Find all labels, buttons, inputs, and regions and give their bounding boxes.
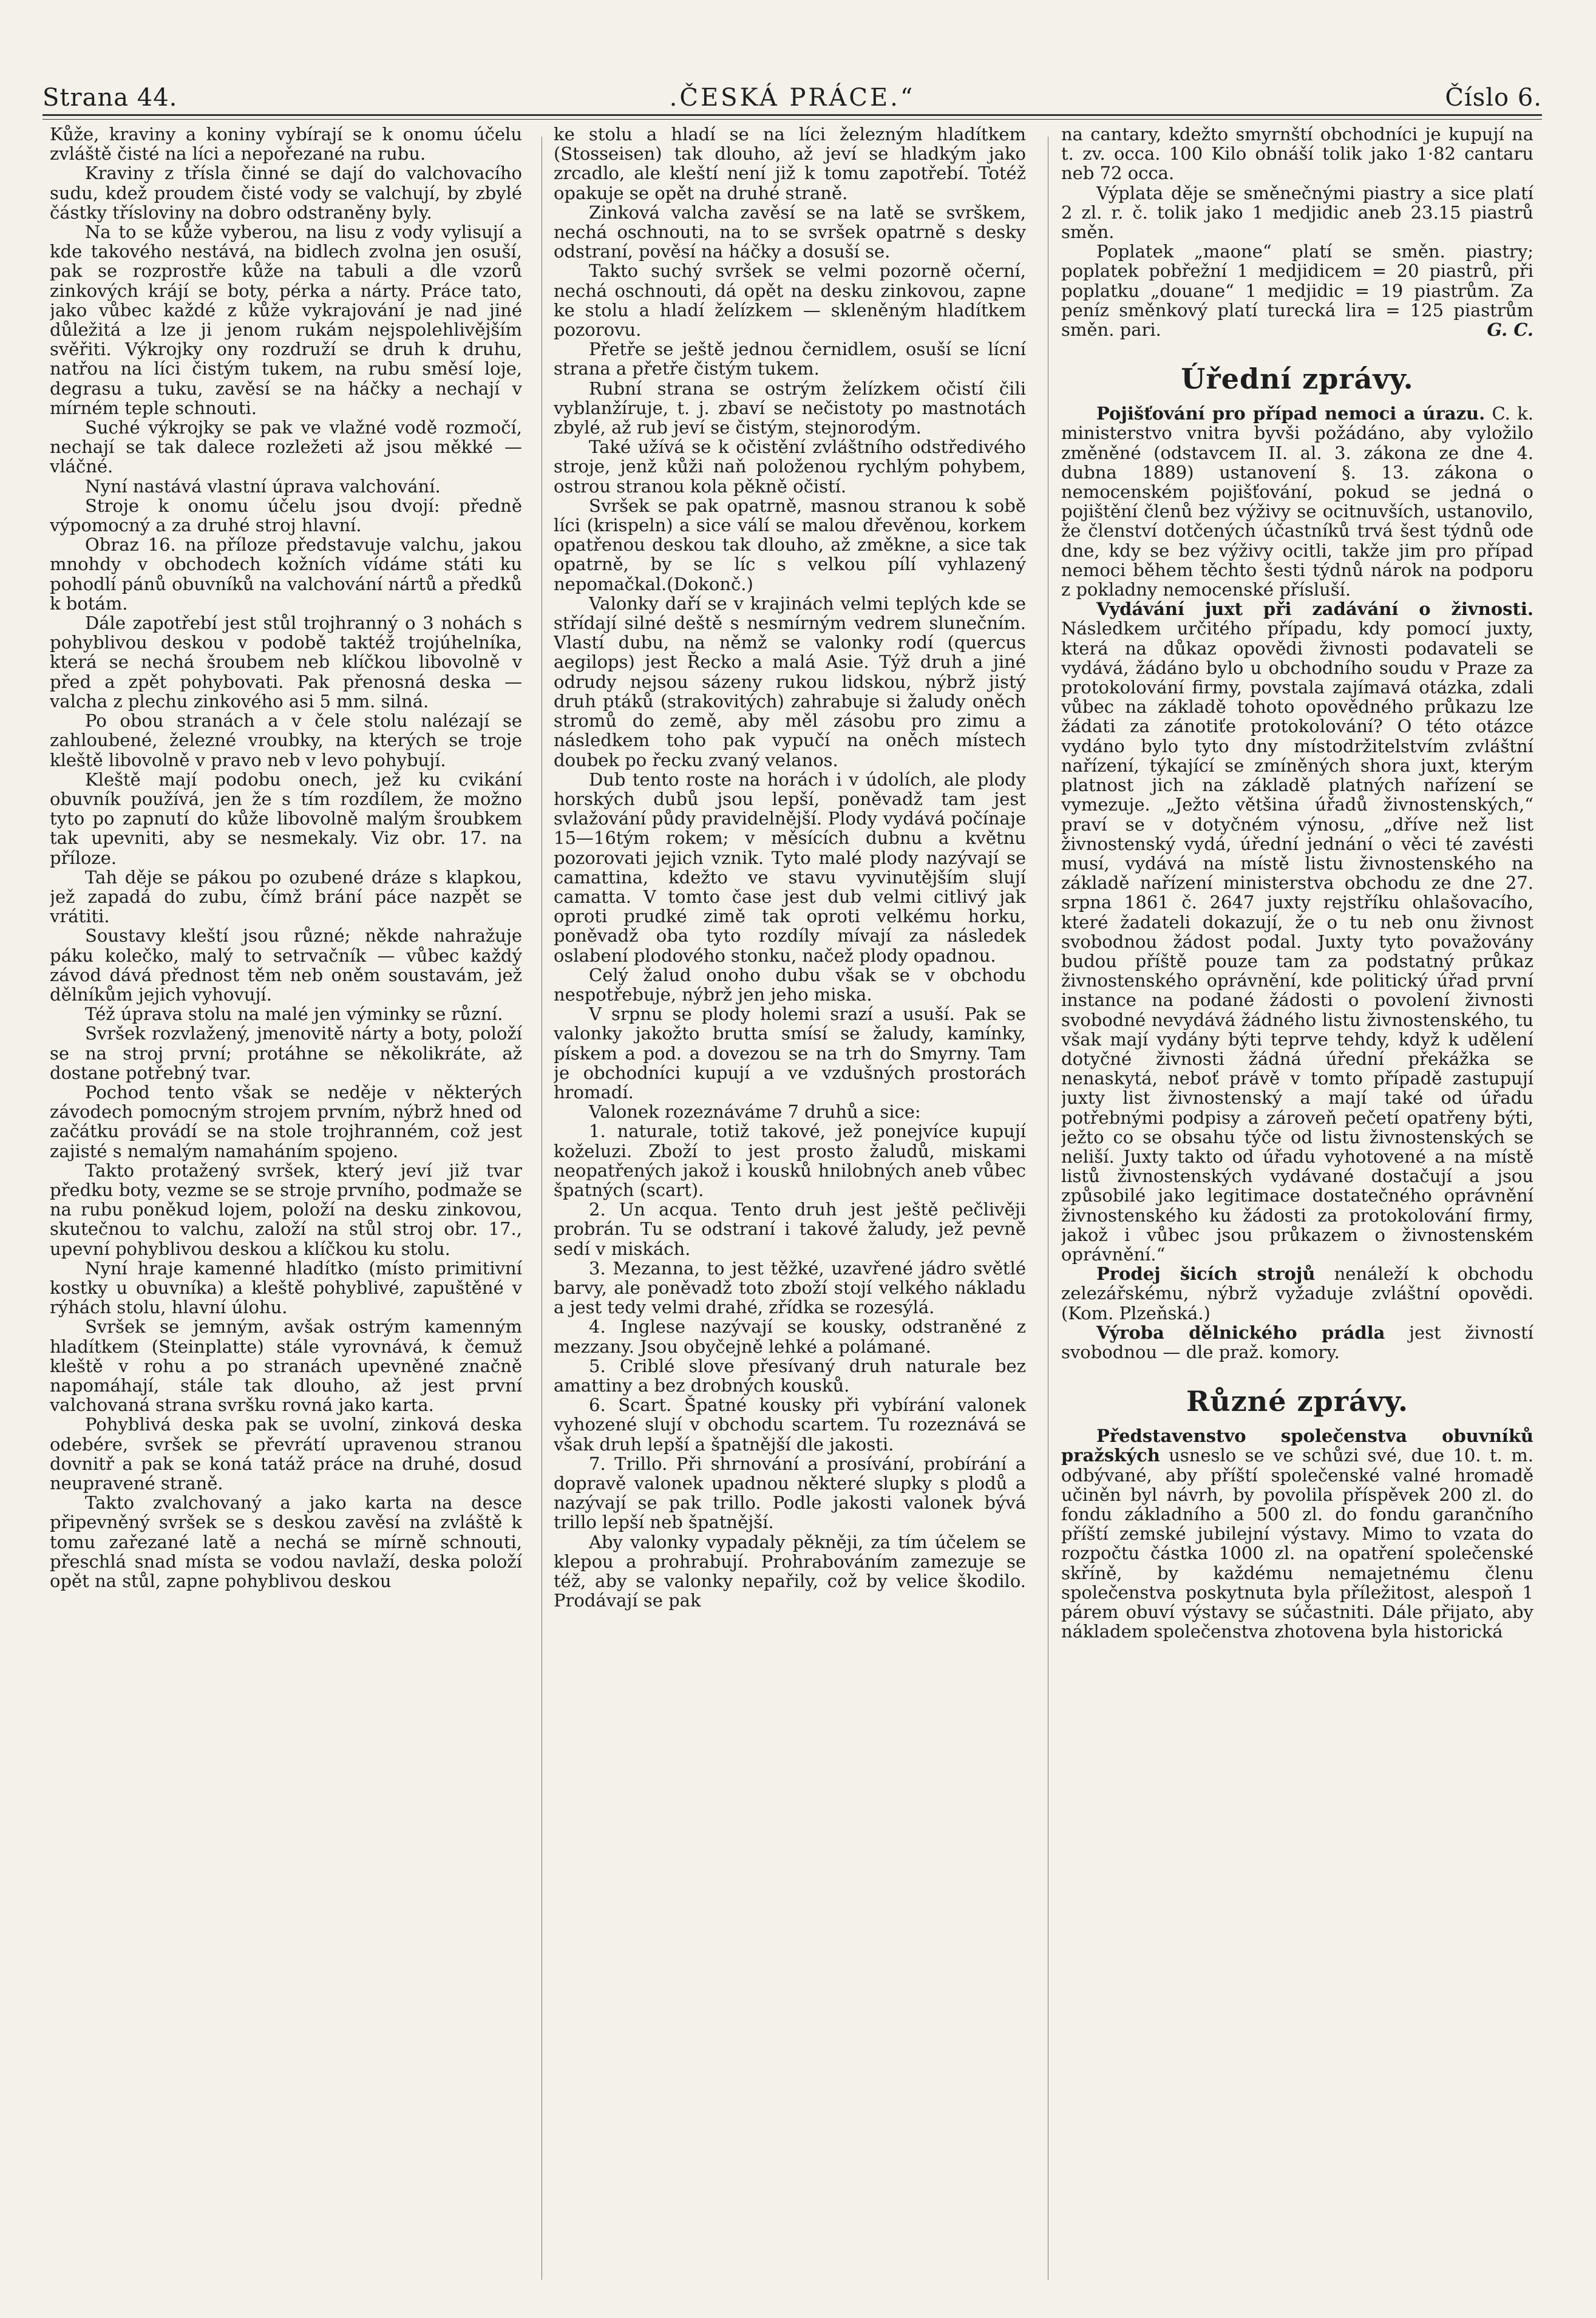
paragraph-text: Poplatek „maone“ platí se směn. piastry; poplatek pobřežní 1 medjidicem = 20 piastrů, při poplatku „douane“ 1 medjidic = 19 piastrům. Za peníz směnkový platí turecká lira = 125 piastrům směn. pari. bbox=[1061, 241, 1533, 341]
paragraph: Tah děje se pákou po ozubené dráze s klapkou, jež zapadá do zubu, čímž brání páce nazpět se vrátiti. bbox=[50, 866, 522, 927]
paragraph: Takto zvalchovaný a jako karta na desce připevněný svršek se s deskou zavěsí na zvláště k tomu zařezané latě a nechá se mírně schnouti, přeschlá snad místa se vodou navlaží, deska položí opět na stůl, zapne pohyblivou deskou bbox=[50, 1492, 522, 1592]
paragraph: Celý žalud onoho dubu však se v obchodu nespotřebuje, nýbrž jen jeho miska. bbox=[554, 964, 1026, 1005]
news-item-text: Následkem určitého případu, kdy pomocí juxty, která na důkaz opovědi živnosti podavateli se vydává, žádáno bylo u obchodního soudu v Praze za protokolování firmy, povstala zajímavá otázka, zdali vůbec na základě tohoto opovědného průkazu lze žádati za zánotiťe protokolování? O této otázce vydáno bylo tyto dny místodržitelstvím zvláštní nařízení, týkající se zmíněných shora juxt, kterým platnost jich na základě platných nařízení se vymezuje. „Ježto většina úřadů živnostenských,“ praví se v dotyčném výnosu, „dříve než list živnostenský vydá, úřední jednání o věci té zavésti musí, vydává na místě listu živnostenského na základě nařízení ministerstva obchodu ze dne 27. srpna 1861 č. 2647 juxty rejstříku ohlašovacího, které žadateli dokazují, že o tu neb onu živnost svobodnou žádost podal. Juxty tyto považovány budou příště pouze tam za podstatný průkaz živnostenského oprávnění, kde politický úřad první instance na podané žádosti o povolení živnosti svobodné nevydává žádného listu živnostenského, tu však mají vydány býti teprve tehdy, když k udělení dotyčné živnosti žádná úřední překážka se nenaskytá, neboť právě v tomto případě zastupují juxty list živnostenský a mají také od úřadu potřebnými podpisy a zároveň pečetí opatřeny býti, ježto co se obsahu týče od listu živnostenských se neliší. Juxty takto od úřadu vyhotovené a na místě listů živnostenských vydávané dostačují a jsou způsobilé jako legitimace dostatečného oprávnění živnostenského ku žádosti za protokolování firmy, jakož i vůbec jsou průkazem o živnostenském oprávnění.“ bbox=[1061, 618, 1533, 1265]
paragraph: Kleště mají podobu onech, jež ku cvikání obuvník používá, jen že s tím rozdílem, že možno tyto po zapnutí do kůže libovolně malým šroubkem tak upevniti, aby se nesmekaly. Viz obr. 17. na příloze. bbox=[50, 769, 522, 868]
news-item bbox=[1061, 1264, 1533, 1323]
paragraph: Suché výkrojky se pak ve vlažné vodě rozmočí, nechají se tak dalece rozležeti až jsou měkké — vláčné. bbox=[50, 417, 522, 477]
paragraph: na cantary, kdežto smyrnští obchodníci je kupují na t. zv. occa. 100 Kilo obnáší tolik jako 1·82 cantaru neb 72 occa. bbox=[1061, 124, 1533, 184]
news-item-text: nenáleží k obchodu zelezářskému, nýbrž vyžaduje zvláštní opovědi. (Kom. Plzeňská.) bbox=[1061, 1263, 1533, 1324]
paragraph: Výplata děje se směnečnými piastry a sice platí 2 zl. r. č. tolik jako 1 medjidic aneb 23.15 piastrů směn. bbox=[1061, 182, 1533, 243]
paragraph: 3. Mezanna, to jest těžké, uzavřené jádro světlé barvy, ale poněvadž toto zboží stojí velkého nákladu a jest tedy velmi drahé, zřídka se rozesýlá. bbox=[554, 1257, 1026, 1318]
paragraph: 6. Scart. Špatné kousky při vybírání valonek vyhozené slují v obchodu scartem. Tu rozeznává se však druh lepší a špatnější dle jakosti. bbox=[554, 1395, 1026, 1455]
news-item bbox=[1061, 1426, 1533, 1641]
paragraph: Rubní strana se ostrým želízkem očistí čili vyblanžíruje, t. j. zbaví se nečistoty po mastnotách zbylé, až rub jeví se čistým, stejnorodým. bbox=[554, 378, 1026, 438]
news-item-text: jest živností svobodnou — dle praž. komory. bbox=[1061, 1322, 1533, 1362]
column-3 bbox=[1061, 124, 1533, 2286]
paragraph: Pohyblivá deska pak se uvolní, zinková deska odebére, svršek se převrátí upravenou stranou dovnitř a pak se koná tatáž práce na druhé, dosud neupravené straně. bbox=[50, 1414, 522, 1494]
paragraph: Svršek se jemným, avšak ostrým kamenným hladítkem (Steinplatte) stále vyrovnává, k čemuž kleště v rohu a po stranách upevněné značně napomáhají, stále tak dlouho, až jest první valchovaná strana svršku rovná jako karta. bbox=[50, 1316, 522, 1416]
page-number: Strana 44. bbox=[42, 84, 178, 112]
journal-title: .ČESKÁ PRÁCE.“ bbox=[669, 84, 915, 112]
paragraph: Svršek rozvlažený, jmenovitě nárty a boty, položí se na stroj první; protáhne se několikráte, až dostane potřebný tvar. bbox=[50, 1023, 522, 1083]
paragraph: Po obou stranách a v čele stolu nalézají se zahloubené, železné vroubky, na kterých se troje kleště libovolně v pravo neb v levo pohybují. bbox=[50, 710, 522, 770]
news-item-lead: Prodej šicích strojů bbox=[1096, 1263, 1316, 1285]
column-1 bbox=[50, 124, 522, 2286]
paragraph: Kraviny z tříslа činné se dají do valchovacího sudu, kdež proudem čisté vody se valchují, by zbylé částky tříslоviny na dobro odstraněny byly. bbox=[50, 163, 522, 223]
paragraph: Takto protažený svršek, který jeví již tvar předku boty, vezme se se stroje prvního, podmaže se na rubu poněkud lojem, položí na desku zinkovou, skutečnou to valchu, založí na stůl stroj obr. 17., upevní pohyblivou deskou a klíčkou ku stolu. bbox=[50, 1160, 522, 1259]
news-item bbox=[1061, 599, 1533, 1264]
paragraph: Valonky daří se v krajinách velmi teplých kde se střídají silné deště s nesmírným vedrem slunečním. Vlastí dubu, na němž se valonky rodí (quercus aegilops) jest Řecko a malá Asie. Týž druh a jiné odrudy nejsou sázeny rukou lidskou, nýbrž jistý druh ptáků (strakovitých) zahrabuje si žaludy oněch stromů do země, aby měl zásobu pro zimu a následkem toho pak vypučí na oněch místech doubek po řecku zvaný velanos. bbox=[554, 593, 1026, 770]
paragraph: V srpnu se plody holemi srazí a usuší. Pak se valonky jakožto brutta smísí se žaludy, kamínky, pískem a pod. a dovezou se na trh do Smyrny. Tam je obchodníci kupují a ve vzdušných prostorách hromadí. bbox=[554, 1004, 1026, 1103]
section-heading-misc: Různé zprávy. bbox=[1186, 1385, 1409, 1418]
paragraph: Obraz 16. na příloze představuje valchu, jakou mnohdy v obchodech kožních vídáme státi ku pohodlí pánů obuvníků na valchování nártů a předků k botám. bbox=[50, 534, 522, 614]
header-rule-thin bbox=[42, 119, 1542, 120]
paragraph: Aby valonky vypadaly pěkněji, za tím účelem se klepou a prohrabují. Prohrabováním zamezuje se též, aby se valonky nepařily, což by velice škodilo. Prodávají se pak bbox=[554, 1531, 1026, 1611]
news-item-text: C. k. ministerstvo vnitra byvši požádáno, aby vyložilo změněné (odstavcem II. al. 3. zákona ze dne 4. dubna 1889) ustanovení §. 13. zákona o nemocenském pojišťování, pokud se jedná o pojištění členů bez výživy se ocitnuvších, ustanovilo, že členství dotčených účastníků trvá šest týdnů ode dne, kdy se bez výživy ocitli, takže jim pro případ nemoci během těchto šesti týdnů nárok na podporu z pokladny nemocenské přísluší. bbox=[1061, 403, 1533, 600]
paragraph: Pochod tento však se neděje v některých závodech pomocným strojem prvním, nýbrž hned od začátku provádí se na stole trojhranném, což jest zajisté s nemalým namaháním spojeno. bbox=[50, 1081, 522, 1161]
paragraph: Soustavy kleští jsou různé; někde nahražuje páku kolečko, malý to setrvačník — vůbec každý závod dává přednost těm neb oněm soustavám, jež dělníkům jejich vyhovují. bbox=[50, 925, 522, 1005]
paragraph: Stroje k onomu účelu jsou dvojí: předně výpomocný a za druhé stroj hlavní. bbox=[50, 495, 522, 536]
paragraph: Dále zapotřebí jest stůl trojhranný o 3 nohách s pohyblivou deskou v podobě taktéž trojúhelníka, která se nechá šroubem neb klíčkou libovolně v před a zpět pohybovati. Pak přenosná deska — valcha z plechu zinkového asi 5 mm. silná. bbox=[50, 613, 522, 712]
paragraph: 4. Inglese nazývají se kousky, odstraněné z mezzany. Jsou obyčejně lehké a polámané. bbox=[554, 1316, 1026, 1357]
paragraph: Nyní nastává vlastní úprava valchování. bbox=[85, 475, 441, 497]
paragraph: Také užívá se k očistění zvláštního odstředivého stroje, jenž kůži naň položenou rychlým pohybem, ostrou stranou kola pěkně očistí. bbox=[554, 437, 1026, 497]
news-item-lead: Představenstvo společenstva obuvníků pražských bbox=[1061, 1426, 1533, 1466]
section-heading-official: Úřední zprávy. bbox=[1181, 362, 1414, 396]
paragraph: 2. Un acqua. Tento druh jest ještě pečlivěji probrán. Tu se odstraní i takové žaludy, jež pevně sedí v miskách. bbox=[554, 1199, 1026, 1259]
header-rule bbox=[42, 114, 1542, 116]
paragraph: Kůže, kraviny a koniny vybírají se k onomu účelu zvláště čisté na líci a nepořezané na rubu. bbox=[50, 124, 522, 165]
signature: G. C. bbox=[1487, 319, 1533, 341]
news-item-lead: Vydávání juxt při zadávání o živnosti. bbox=[1096, 599, 1533, 620]
issue-number: Číslo 6. bbox=[1445, 84, 1542, 112]
paragraph: 1. naturale, totiž takové, jež ponejvíce kupují koželuzi. Zboží to jest prosto žaludů, miskami neopatřených jakož i kousků hnilobných aneb vůbec špatných (scart). bbox=[554, 1121, 1026, 1200]
paragraph bbox=[1061, 242, 1533, 339]
paragraph: 5. Criblé slove přesívaný druh naturale bez amattiny a bez drobných kousků. bbox=[554, 1355, 1026, 1396]
paragraph: Též úprava stolu na malé jen výminky se různí. bbox=[85, 1004, 503, 1025]
paragraph: Valonek rozeznáváme 7 druhů a sice: bbox=[589, 1101, 921, 1123]
news-item-lead: Výroba dělnického prádla bbox=[1096, 1322, 1385, 1343]
paragraph: Zinková valcha zavěsí se na latě se svrškem, nechá oschnouti, na to se svršek opatrně s desky odstraní, pověsí na háčky a dosuší se. bbox=[554, 202, 1026, 262]
paragraph: Na to se kůže vyberou, na lisu z vody vylisují a kde takového nestává, na bidlech zvolna jen osuší, pak se rozprostře kůže na tabuli a dle vzorů zinkových krájí se boty, pérka a nárty. Práce tato, jako vůbec každé z kůže vykrajování je nad jiné důležitá a lze ji jenom rukám nejspolehlivějším svěřiti. Výkrojky ony rozdruží se druh k druhu, natřou na líci čistým tukem, na rubu směsí loje, degrasu a tuku, zavěsí se na háčky a nechají v mírném teple schnouti. bbox=[50, 222, 522, 418]
news-item bbox=[1061, 404, 1533, 599]
paragraph: Svršek se pak opatrně, masnou stranou k sobě líci (krispeln) a sice válí se malou dřevěnou, korkem opatřenou deskou tak dlouho, až změkne, a sice tak opatrně, by se líc s velkou pílí vyhlazený nepomačkal.(Dokonč.) bbox=[554, 495, 1026, 594]
column-2 bbox=[554, 124, 1026, 2286]
paragraph: ke stolu a hladí se na líci železným hladítkem (Stosseisen) tak dlouho, až jeví se hladkým jako zrcadlo, ale kleští není již k tomu zapotřebí. Totéž opakuje se opět na druhé straně. bbox=[554, 124, 1026, 203]
news-item-text: usneslo se ve schůzi své, due 10. t. m. odbývané, aby příští společenské valné hromadě učiněn byl návrh, by povolila příspěvek 200 zl. do fondu základního a 500 zl. do fondu garančního příští zemské jubilejní výstavy. Mimo to vzata do rozpočtu částka 1000 zl. na opatření společenské skříně, by každému nemajetnému členu společenstva poskytnuta byla příležitost, alespoň 1 párem obuví výstavy se súčastniti. Dále přijato, aby nákladem společenstva zhotovena byla historická bbox=[1061, 1445, 1533, 1642]
paragraph: Dub tento roste na horách i v údolích, ale plody horských dubů jsou lepší, poněvadž tam jest svlažování půdy pravidelnější. Plody vydává počínaje 15—16tým rokem; v měsících dubnu a květnu pozorovati jejich vznik. Tyto malé plody nazývají se camattina, kdežto ve stavu vyvinutějším slují camatta. V tomto čase jest dub velmi citlivý jak oproti prudké zimě tak oproti velkému horku, poněvadž oba tyto rozdíly mívají za následek oslabení plodového stonku, načež plody opadnou. bbox=[554, 769, 1026, 966]
news-item bbox=[1061, 1323, 1533, 1362]
paragraph: Přetře se ještě jednou černidlem, osuší se lícní strana a přetře čistým tukem. bbox=[554, 339, 1026, 379]
paragraph: Nyní hraje kamenné hladítko (místo primitivní kostky u obuvníka) a kleště pohyblivé, zapuštěné v rýhách stolu, hlavní úlohu. bbox=[50, 1257, 522, 1318]
news-item-lead: Pojišťování pro případ nemoci a úrazu. bbox=[1096, 403, 1486, 424]
paragraph: Takto suchý svršek se velmi pozorně očerní, nechá oschnouti, dá opět na desku zinkovou, zapne ke stolu a hladí želízkem — skleněným hladítkem pozorovu. bbox=[554, 260, 1026, 341]
paragraph: 7. Trillo. Při shrnování a prosívání, probírání a dopravě valonek upadnou některé slupky s plodů a nazývají se pak trillo. Podle jakosti valonek bývá trillo lepší neb špatnější. bbox=[554, 1453, 1026, 1533]
